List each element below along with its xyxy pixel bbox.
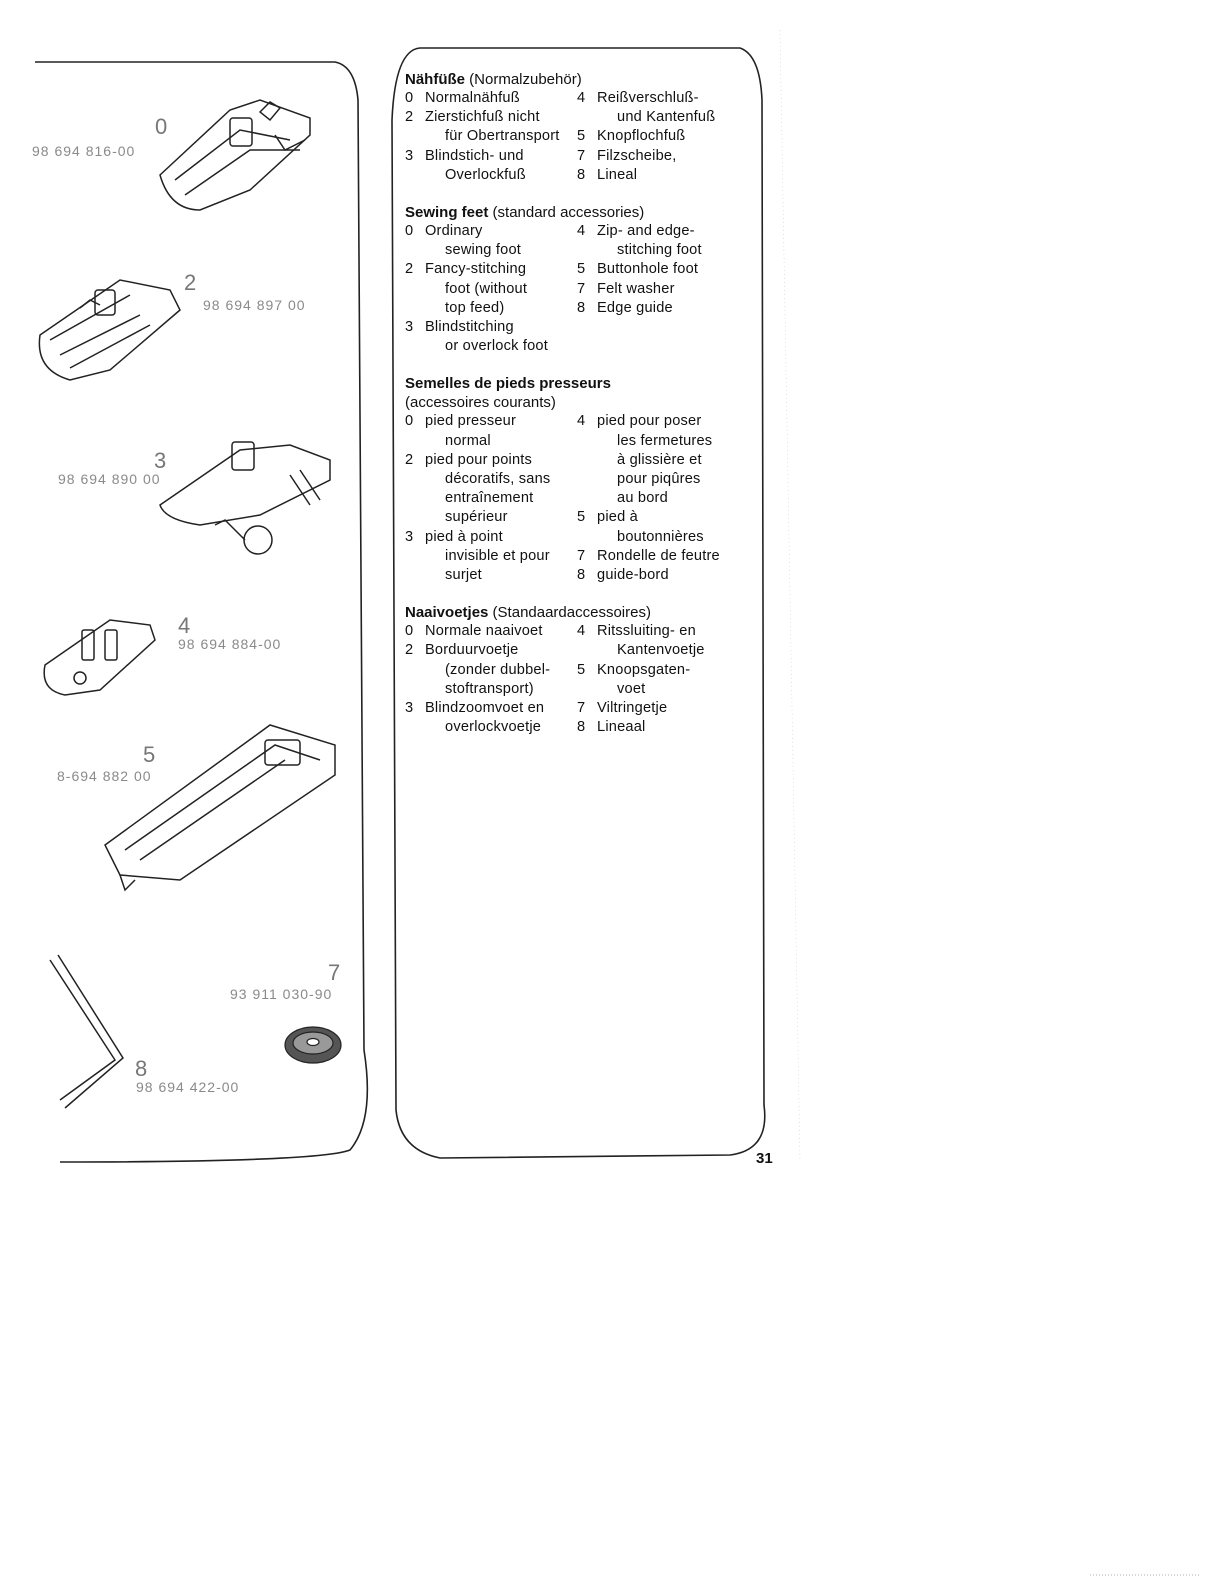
left-column <box>405 89 577 185</box>
list-item <box>405 528 577 586</box>
foot-number: 8 <box>135 1056 148 1081</box>
item-text: Fancy-stitching <box>425 261 527 278</box>
item-text: Reißverschluß- <box>597 90 699 106</box>
item-text: Zip- and edge- <box>597 223 695 240</box>
foot-part-code: 93 911 030-90 <box>230 986 333 1002</box>
item-text: Buttonhole foot <box>597 261 699 278</box>
foot-number: 5 <box>143 742 156 767</box>
item-text: supérieur <box>445 509 508 526</box>
edge-guide-illustration <box>50 955 123 1108</box>
list-item <box>577 147 752 166</box>
list-item <box>405 412 577 450</box>
item-number: 8 <box>577 567 586 584</box>
foot-number: 3 <box>154 448 167 473</box>
list-item <box>405 108 577 146</box>
item-text: stitching foot <box>617 242 702 259</box>
section-heading <box>405 70 765 89</box>
page-number: 31 <box>756 1150 773 1167</box>
item-number: 5 <box>577 509 586 526</box>
item-number: 4 <box>577 90 586 106</box>
item-text: Ordinary <box>425 223 483 240</box>
list-item <box>405 622 577 641</box>
item-text: Viltringetje <box>597 700 668 717</box>
item-number: 5 <box>577 261 586 278</box>
foot-4-illustration <box>44 620 155 695</box>
item-text: au bord <box>617 490 668 507</box>
foot-number: 4 <box>178 613 191 638</box>
list-item <box>577 566 752 585</box>
item-number: 4 <box>577 413 586 430</box>
item-number: 8 <box>577 719 586 736</box>
list-item <box>405 318 577 356</box>
item-text: und Kantenfuß <box>617 109 716 126</box>
list-item <box>577 280 752 299</box>
foot-part-code: 98 694 422-00 <box>136 1079 240 1095</box>
list-item <box>577 622 752 660</box>
foot-number: 7 <box>328 960 341 985</box>
item-number: 7 <box>577 547 586 564</box>
item-number: 3 <box>405 319 414 336</box>
list-item <box>577 547 752 566</box>
list-item <box>405 260 577 318</box>
list-item <box>577 127 752 146</box>
item-number: 3 <box>405 528 414 545</box>
left-column <box>405 222 577 356</box>
language-section <box>405 374 765 585</box>
item-text: boutonnières <box>617 528 704 545</box>
list-item <box>577 260 752 279</box>
item-number: 2 <box>405 642 414 659</box>
item-number: 8 <box>577 299 586 316</box>
list-item <box>577 89 752 127</box>
item-text: pied à point <box>425 528 503 545</box>
list-item <box>577 166 752 185</box>
section-title: Nähfüße <box>405 71 465 88</box>
item-text: pour piqûres <box>617 471 701 488</box>
left-column <box>405 412 577 585</box>
item-text: Knoopsgaten- <box>597 661 691 678</box>
foot-number: 0 <box>155 114 168 139</box>
item-text: top feed) <box>445 299 505 316</box>
item-number: 4 <box>577 623 586 640</box>
list-item <box>405 699 577 737</box>
item-text: für Obertransport <box>445 128 560 145</box>
item-text: Blindstitching <box>425 319 514 336</box>
item-text: stoftransport) <box>445 680 534 697</box>
item-text: Ritssluiting- en <box>597 623 696 640</box>
item-number: 8 <box>577 166 586 183</box>
foot-5-illustration <box>105 725 335 890</box>
item-text: normal <box>445 432 491 449</box>
item-number: 2 <box>405 451 414 468</box>
list-item <box>405 222 577 260</box>
list-item <box>405 641 577 699</box>
right-column <box>577 622 752 737</box>
accessory-list <box>405 70 765 755</box>
item-text: Felt washer <box>597 280 675 297</box>
item-text: pied presseur <box>425 413 517 430</box>
right-column <box>577 222 752 356</box>
item-text: Filzscheibe, <box>597 147 677 164</box>
item-text: pied à <box>597 509 638 526</box>
foot-number: 2 <box>184 270 197 295</box>
foot-part-code: 98 694 816-00 <box>32 143 136 159</box>
foot-2-illustration <box>39 280 180 380</box>
item-number: 5 <box>577 128 586 145</box>
language-section <box>405 203 765 356</box>
foot-part-code: 98 694 884-00 <box>178 636 282 652</box>
list-item <box>577 718 752 737</box>
section-title: Sewing feet <box>405 204 489 222</box>
item-number: 7 <box>577 147 586 164</box>
item-text: à glissière et <box>617 451 702 468</box>
list-item <box>577 661 752 699</box>
list-item <box>577 412 752 508</box>
foot-0-illustration <box>160 100 310 210</box>
item-text: Normale naaivoet <box>425 623 543 640</box>
item-text: voet <box>617 680 646 697</box>
list-item <box>405 451 577 528</box>
right-column <box>577 89 752 185</box>
item-text: invisible et pour <box>445 547 550 564</box>
item-number: 2 <box>405 261 414 278</box>
list-item <box>577 299 752 318</box>
item-text: Rondelle de feutre <box>597 547 720 564</box>
section-heading <box>405 374 765 393</box>
section-title: Semelles de pieds presseurs <box>405 375 611 393</box>
section-heading <box>405 603 765 622</box>
item-text: Blindstich- und <box>425 147 524 164</box>
left-column <box>405 622 577 737</box>
section-subtitle: (Normalzubehör) <box>465 71 582 88</box>
item-number: 5 <box>577 661 586 678</box>
list-item <box>577 699 752 718</box>
right-column <box>577 412 752 585</box>
section-heading <box>405 203 765 222</box>
felt-washer-illustration <box>285 1027 341 1063</box>
section-subtitle: (standard accessories) <box>488 204 645 222</box>
item-text: pied pour points <box>425 451 533 468</box>
foot-part-code: 98 694 890 00 <box>58 471 161 487</box>
item-text: Overlockfuß <box>445 166 526 183</box>
list-item <box>405 147 577 185</box>
list-item <box>405 89 577 108</box>
item-number: 3 <box>405 700 414 717</box>
item-text: Edge guide <box>597 299 673 316</box>
item-text: les fermetures <box>617 432 713 449</box>
item-number: 7 <box>577 280 586 297</box>
item-text: surjet <box>445 567 482 584</box>
item-text: Borduurvoetje <box>425 642 519 659</box>
item-text: Kantenvoetje <box>617 642 705 659</box>
item-text: Lineaal <box>597 719 646 736</box>
item-text: Zierstichfuß nicht <box>425 109 540 126</box>
item-number: 3 <box>405 147 414 164</box>
item-text: foot (without <box>445 280 528 297</box>
item-text: or overlock foot <box>445 338 548 355</box>
list-item <box>577 222 752 260</box>
item-number: 0 <box>405 90 414 106</box>
list-item <box>577 508 752 546</box>
section-title: Naaivoetjes <box>405 604 489 622</box>
foot-part-code: 98 694 897 00 <box>203 297 306 313</box>
item-text: entraînement <box>445 490 534 507</box>
item-text: Lineal <box>597 166 638 183</box>
item-text: sewing foot <box>445 242 522 259</box>
item-text: Knopflochfuß <box>597 128 686 145</box>
item-number: 0 <box>405 223 414 240</box>
section-subtitle: (Standaardaccessoires) <box>488 604 651 622</box>
foot-3-illustration <box>160 442 330 554</box>
item-text: décoratifs, sans <box>445 471 551 488</box>
language-section <box>405 603 765 737</box>
item-number: 4 <box>577 223 586 240</box>
item-text: guide-bord <box>597 567 669 584</box>
item-number: 0 <box>405 623 414 640</box>
item-text: (zonder dubbel- <box>445 661 551 678</box>
item-number: 0 <box>405 413 414 430</box>
item-text: pied pour poser <box>597 413 702 430</box>
item-text: Normalnähfuß <box>425 90 520 106</box>
section-subline: (accessoires courants) <box>405 394 556 412</box>
foot-part-code: 8-694 882 00 <box>57 768 152 784</box>
language-section <box>405 70 765 185</box>
item-text: Blindzoomvoet en <box>425 700 545 717</box>
item-text: overlockvoetje <box>445 719 542 736</box>
item-number: 7 <box>577 700 586 717</box>
item-number: 2 <box>405 109 414 126</box>
